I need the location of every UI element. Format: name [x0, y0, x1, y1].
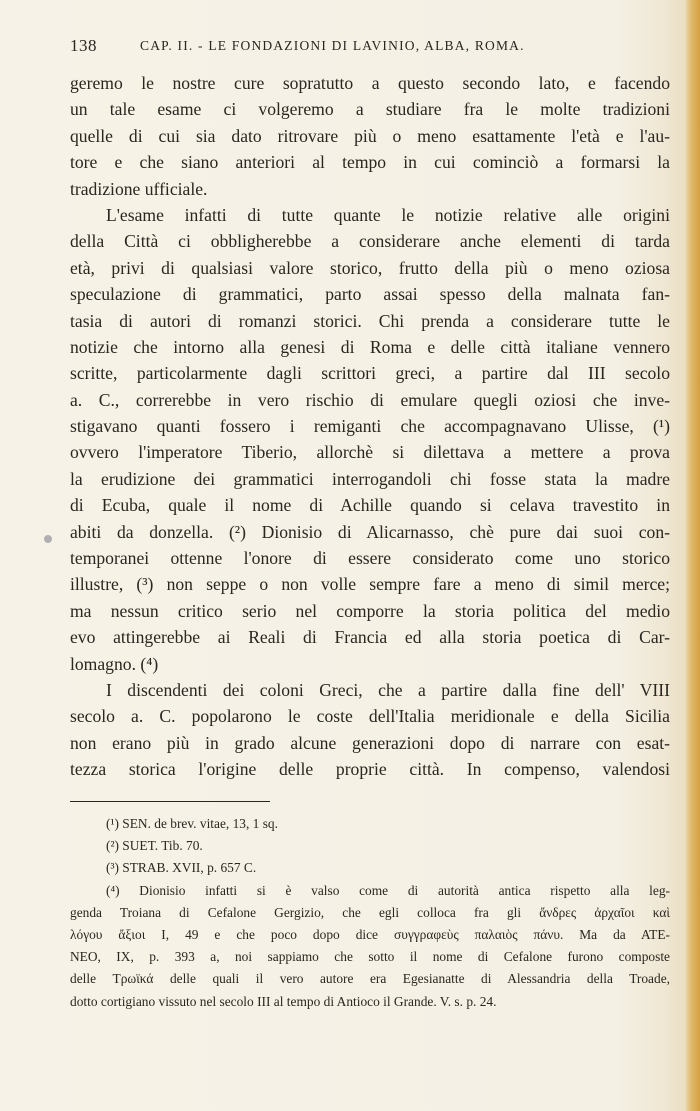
body-line: tasia di autori di romanzi storici. Chi prenda a considerare tutte le: [70, 310, 670, 331]
body-text: [70, 70, 670, 783]
body-line: tore e che siano anteriori al tempo in cui cominciò a formarsi la: [70, 152, 670, 173]
page-header: [70, 36, 670, 60]
body-line: speculazione di grammatici, parto assai spesso della malnata fan-: [70, 284, 670, 305]
footnote-divider: [70, 801, 270, 802]
body-line: stigavano quanti fossero i remiganti che accompagnavano Ulisse, (¹): [70, 416, 670, 437]
body-line: non erano più in grado alcune generazioni dopo di narrare con esat-: [70, 732, 670, 753]
footnote: (²) SUET. Tib. 70.: [106, 838, 203, 854]
margin-mark: [44, 535, 52, 543]
body-line: a. C., correrebbe in vero rischio di emulare quegli oziosi che inve-: [70, 389, 670, 410]
footnote-line: genda Troiana di Cefalone Gergizio, che egli colloca fra gli ἄνδρες ἀρχαῖοι καὶ: [70, 904, 670, 920]
body-line: la erudizione dei grammatici interrogandoli chi fosse stata la madre: [70, 468, 670, 489]
body-line: I discendenti dei coloni Greci, che a partire dalla fine dell' VIII: [106, 679, 670, 700]
body-line: illustre, (³) non seppe o non volle sempre fare a meno di simil merce;: [70, 574, 670, 595]
body-line: della Città ci obbligherebbe a considerare anche elementi di tarda: [70, 231, 670, 252]
footnote: (³) STRAB. XVII, p. 657 C.: [106, 860, 257, 876]
body-line: geremo le nostre cure sopratutto a questo secondo lato, e facendo: [70, 73, 670, 93]
body-line: secolo a. C. popolarono le coste dell'Italia meridionale e della Sicilia: [70, 706, 670, 727]
footnotes: [70, 813, 670, 1013]
body-line: L'esame infatti di tutte quante le notizie relative alle origini: [106, 204, 670, 225]
body-line: evo attingerebbe ai Reali di Francia ed alla storia poetica di Car-: [70, 627, 670, 648]
page-number: 138: [70, 36, 97, 55]
footnote-line: delle Τρωϊκά delle quali il vero autore era Egesianatte di Alessandria della Troade,: [70, 971, 670, 987]
footnote-line: NEO, IX, p. 393 a, noi sappiamo che sotto il nome di Cefalone furono composte: [70, 949, 670, 965]
body-line: tezza storica l'origine delle proprie città. In compenso, valendosi: [70, 759, 670, 780]
body-line: temporanei ottenne l'onore di essere considerato come uno storico: [70, 548, 670, 569]
footnote-line: λόγου ἄξιοι I, 49 e che poco dopo dice συγγραφεὺς παλαιὸς πάνυ. Ma da ATE-: [70, 926, 670, 942]
footnote-line: dotto cortigiano vissuto nel secolo III al tempo di Antioco il Grande. V. s. p. 24.: [70, 993, 497, 1009]
body-line: abiti da donzella. (²) Dionisio di Alicarnasso, chè pure dai suoi con-: [70, 521, 670, 542]
running-head: CAP. II. - LE FONDAZIONI DI LAVINIO, ALBA, ROMA.: [140, 38, 525, 53]
page-edge: [686, 0, 700, 1111]
body-line: notizie che intorno alla genesi di Roma e delle città italiane vennero: [70, 336, 670, 357]
body-line: ovvero l'imperatore Tiberio, allorchè si dilettava a mettere a prova: [70, 442, 670, 463]
footnote: (⁴) Dionisio infatti si è valso come di autorità antica rispetto alla leg-: [106, 882, 670, 898]
body-line: lomagno. (⁴): [70, 653, 159, 674]
footnote: (¹) SEN. de brev. vitae, 13, 1 sq.: [106, 816, 278, 831]
body-line: di Ecuba, quale il nome di Achille quando si celava travestito in: [70, 495, 670, 516]
body-line: scritte, particolarmente dagli scrittori greci, a partire dal III secolo: [70, 363, 670, 384]
body-line: un tale esame ci volgeremo a studiare fra le molte tradizioni: [70, 99, 670, 120]
body-line: età, privi di qualsiasi valore storico, frutto della più o meno oziosa: [70, 257, 670, 278]
body-line: tradizione ufficiale.: [70, 178, 208, 199]
body-line: ma nessun critico serio nel comporre la storia politica del medio: [70, 600, 670, 621]
body-line: quelle di cui sia dato ritrovare più o meno esattamente l'età e l'au-: [70, 125, 670, 146]
